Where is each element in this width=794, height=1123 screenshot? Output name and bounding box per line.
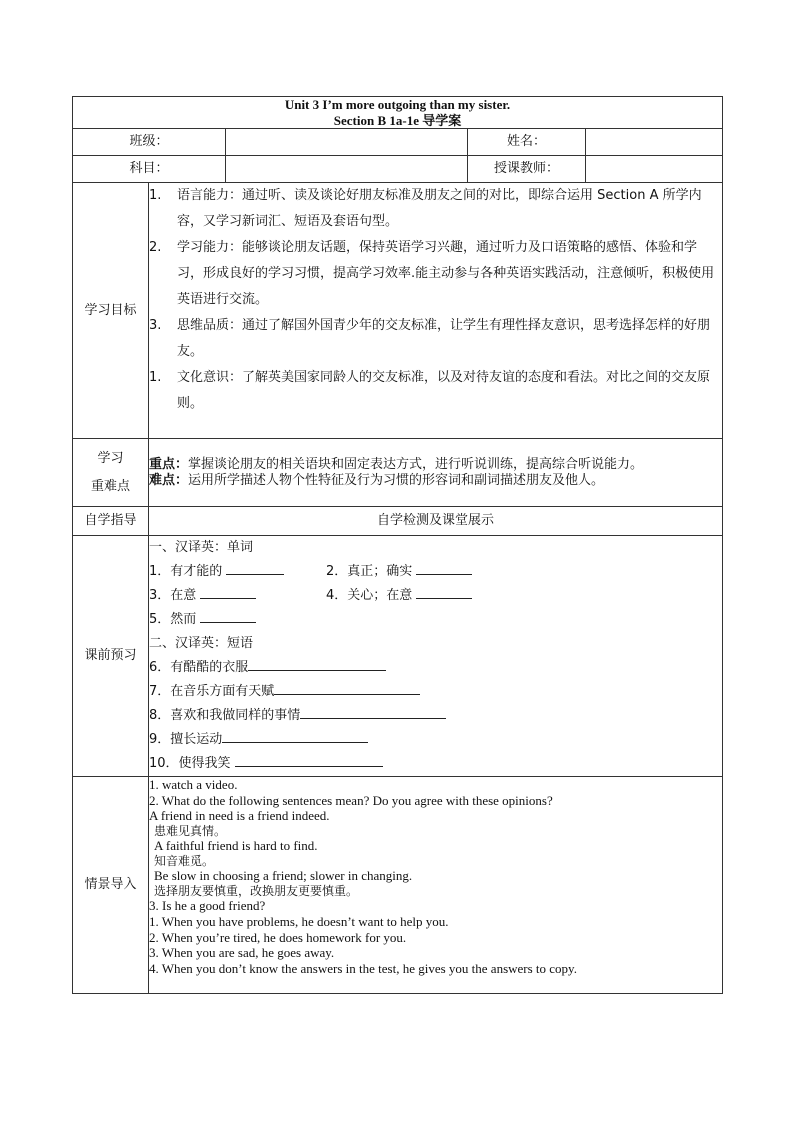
scene-line: 患难见真情。 [154,823,227,838]
name-label: 姓名： [468,129,586,156]
objective-number: 3. [149,318,162,334]
scene-line: 4. When you don’t know the answers in the test, he gives you the answers to copy. [149,960,577,976]
objectives-list [149,183,723,439]
word-prompt: 4．关心；在意 [326,588,413,604]
phrase-item-10 [149,752,722,776]
preview-row [73,536,723,777]
word-item-4 [326,584,472,608]
info-row-2 [73,156,723,183]
scene-line: 3. When you are sad, he goes away. [149,945,335,961]
answer-blank[interactable] [416,584,472,599]
class-field[interactable] [226,129,468,156]
objective-text: 文化意识：了解英美国家同龄人的交友标准，以及对待友谊的态度和看法。对比之间的交友原则。 [177,370,711,412]
phrase-item-9 [149,728,722,752]
scene-line: 2. What do the following sentences mean? Do you agree with these opinions? [149,792,553,808]
scene-line: 知音难觅。 [154,853,215,868]
keypoints-label [73,439,149,507]
objective-item [149,313,722,365]
preview-words-line-1 [149,560,722,584]
phrase-prompt: 8．喜欢和我做同样的事情 [149,708,301,724]
word-prompt: 2．真正；确实 [326,564,413,580]
keypoints-label-line-2: 重难点 [90,478,130,494]
subject-field[interactable] [226,156,468,183]
objective-item [149,365,722,417]
phrase-prompt: 10．使得我笑 [149,756,231,772]
teacher-field[interactable] [586,156,723,183]
phrase-item-7 [149,680,722,704]
answer-blank[interactable] [300,704,446,719]
difficult-point [149,473,722,489]
preview-section-phrases: 二、汉译英：短语 [149,636,254,652]
scene-content [149,777,723,994]
scene-line: A friend in need is a friend indeed. [149,808,330,824]
objective-text: 语言能力：通过听、读及谈论好朋友标准及朋友之间的对比，即综合运用 Section A 所学内容，又学习新词汇、短语及套语句型。 [177,188,702,230]
word-prompt: 5．然而 [149,612,197,628]
word-prompt: 1．有才能的 [149,564,223,580]
info-row-1 [73,129,723,156]
word-item-2 [326,560,472,584]
scene-row [73,777,723,994]
phrase-prompt: 9．擅长运动 [149,732,223,748]
study-guide-table [72,96,723,994]
scene-line: 1. When you have problems, he doesn’t want to help you. [149,913,449,929]
phrase-item-8 [149,704,722,728]
objective-item [149,183,722,235]
answer-blank[interactable] [235,752,383,767]
answer-blank[interactable] [226,560,284,575]
difficult-point-label: 难点： [149,472,189,488]
key-point-text: 掌握谈论朋友的相关语块和固定表达方式，进行听说训练，提高综合听说能力。 [188,457,644,473]
objective-number: 1. [149,188,162,204]
answer-blank[interactable] [416,560,472,575]
title-line-2: Section B 1a-1e 导学案 [333,112,462,128]
scene-line: A faithful friend is hard to find. [154,838,318,854]
word-item-1 [149,560,326,584]
teacher-label: 授课教师： [468,156,586,183]
objectives-row [73,183,723,439]
phrase-prompt: 7．在音乐方面有天赋 [149,684,275,700]
phrase-prompt: 6．有酷酷的衣服 [149,660,249,676]
preview-words-line-2 [149,584,722,608]
difficult-point-text: 运用所学描述人物个性特征及行为习惯的形容词和副词描述朋友及他人。 [188,472,605,488]
guide-heading: 自学检测及课堂展示 [149,507,723,536]
phrase-item-6 [149,656,722,680]
title-line-1: Unit 3 I’m more outgoing than my sister. [284,97,511,112]
subject-label: 科目： [73,156,226,183]
title-row [73,97,723,129]
scene-line: 选择朋友要慎重，改换朋友更要慎重。 [154,883,359,898]
name-field[interactable] [586,129,723,156]
scene-line: 1. watch a video. [149,777,238,793]
preview-content [149,536,723,777]
key-point-label: 重点： [149,457,189,473]
answer-blank[interactable] [200,608,256,623]
objective-number: 1. [149,370,162,386]
guide-row [73,507,723,536]
scene-line: 2. When you’re tired, he does homework for you. [149,929,407,945]
objective-item [149,235,722,313]
class-label: 班级： [73,129,226,156]
scene-label: 情景导入 [73,777,149,994]
answer-blank[interactable] [274,680,420,695]
scene-line: 3. Is he a good friend? [149,898,266,914]
keypoints-content [149,439,723,507]
word-prompt: 3．在意 [149,588,197,604]
scene-line: Be slow in choosing a friend; slower in changing. [154,868,413,884]
guide-label: 自学指导 [73,507,149,536]
word-item-5 [149,608,256,632]
answer-blank[interactable] [200,584,256,599]
answer-blank[interactable] [248,656,386,671]
objectives-label: 学习目标 [73,183,149,439]
preview-words-line-3 [149,608,722,632]
answer-blank[interactable] [222,728,368,743]
objective-text: 学习能力：能够谈论朋友话题，保持英语学习兴趣，通过听力及口语策略的感悟、体验和学习，形成良好的学习习惯，提高学习效率.能主动参与各种英语实践活动，注意倾听，积极使用英语进行交流。 [177,240,715,308]
preview-label: 课前预习 [73,536,149,777]
keypoints-row [73,439,723,507]
key-point [149,457,722,473]
objective-text: 思维品质：通过了解国外国青少年的交友标准，让学生有理性择友意识，思考选择怎样的好朋友。 [177,318,711,360]
keypoints-label-line-1: 学习 [97,450,124,466]
word-item-3 [149,584,326,608]
document-title [73,97,723,129]
objective-number: 2. [149,240,162,256]
preview-section-words: 一、汉译英：单词 [149,540,254,556]
